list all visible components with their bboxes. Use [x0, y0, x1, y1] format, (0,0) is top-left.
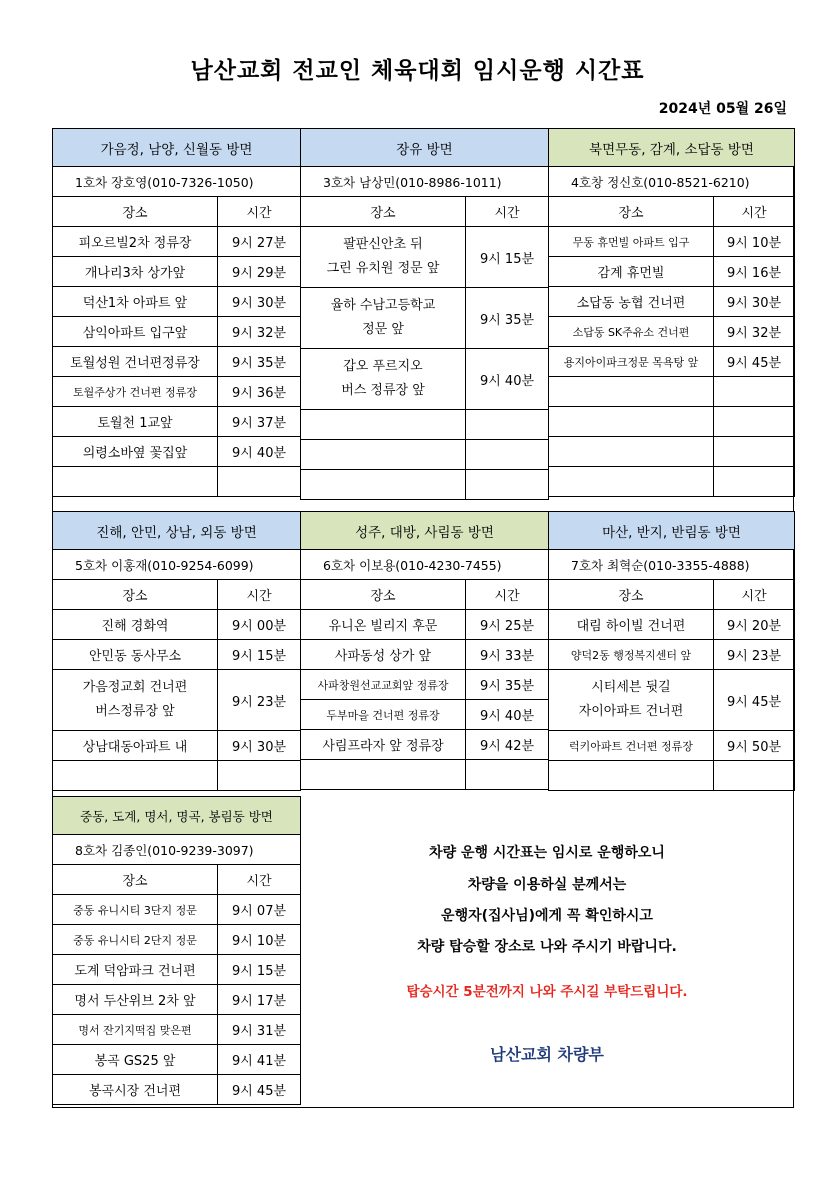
stop-place: 율하 수남고등학교 정문 앞 — [301, 288, 466, 349]
place-header: 장소 — [53, 580, 218, 610]
stop-time: 9시 15분 — [218, 955, 301, 985]
time-header: 시간 — [466, 580, 549, 610]
stop-time: 9시 35분 — [466, 670, 549, 700]
stop-time: 9시 42분 — [466, 730, 549, 760]
table-row — [53, 1015, 301, 1045]
page-title: 남산교회 전교인 체육대회 임시운행 시간표 — [190, 58, 645, 84]
table-row-empty — [53, 761, 301, 791]
table-row — [301, 670, 549, 700]
stop-place: 대림 하이빌 건너편 — [549, 610, 714, 640]
time-header: 시간 — [714, 580, 795, 610]
stop-place: 갑오 푸르지오 버스 정류장 앞 — [301, 349, 466, 410]
table-row — [53, 955, 301, 985]
stop-time: 9시 37분 — [218, 407, 301, 437]
stop-time: 9시 23분 — [218, 670, 301, 731]
table-row — [53, 377, 301, 407]
stop-time: 9시 31분 — [218, 1015, 301, 1045]
bus1-driver: 1호차 장호영(010-7326-1050) — [53, 167, 301, 197]
bus3-table — [300, 128, 549, 500]
stop-time: 9시 50분 — [714, 731, 795, 761]
bus8-table — [52, 796, 301, 1105]
stop-time: 9시 15분 — [466, 227, 549, 288]
stop-place: 삼익아파트 입구앞 — [53, 317, 218, 347]
place-header: 장소 — [301, 580, 466, 610]
bus7-driver: 7호차 최혁순(010-3355-4888) — [549, 550, 795, 580]
stop-place: 상남대동아파트 내 — [53, 731, 218, 761]
table-row — [53, 925, 301, 955]
stop-place: 유니온 빌리지 후문 — [301, 610, 466, 640]
stop-place: 중동 유니시티 3단지 정문 — [53, 895, 218, 925]
stop-time: 9시 40분 — [218, 437, 301, 467]
table-row — [549, 287, 795, 317]
table-row — [549, 640, 795, 670]
stop-place: 덕산1차 아파트 앞 — [53, 287, 218, 317]
stop-time: 9시 40분 — [466, 700, 549, 730]
stop-time: 9시 35분 — [466, 288, 549, 349]
table-row — [53, 437, 301, 467]
stop-time: 9시 45분 — [218, 1075, 301, 1105]
notice-signature: 남산교회 차량부 — [490, 1045, 604, 1064]
stop-place: 사파동성 상가 앞 — [301, 640, 466, 670]
stop-place: 토월주상가 건너편 정류장 — [53, 377, 218, 407]
stop-place: 토월천 1교앞 — [53, 407, 218, 437]
stop-place: 팔판신안초 뒤 그린 유치원 정문 앞 — [301, 227, 466, 288]
time-header: 시간 — [218, 865, 301, 895]
stop-time: 9시 41분 — [218, 1045, 301, 1075]
notice-line-1: 차량 운행 시간표는 임시로 운행하오니 — [429, 845, 665, 861]
table-row-empty — [549, 761, 795, 791]
stop-time: 9시 23분 — [714, 640, 795, 670]
place-header: 장소 — [53, 197, 218, 227]
table-row — [53, 227, 301, 257]
table-row-empty — [549, 467, 795, 497]
bus6-table — [300, 511, 549, 790]
table-row-empty — [301, 410, 549, 440]
bus8-route: 중동, 도계, 명서, 명곡, 봉림동 방면 — [53, 797, 301, 835]
time-header: 시간 — [218, 580, 301, 610]
table-row — [53, 731, 301, 761]
table-row — [53, 895, 301, 925]
stop-place: 소답동 농협 건너편 — [549, 287, 714, 317]
stop-place: 소답동 SK주유소 건너편 — [549, 317, 714, 347]
time-header: 시간 — [218, 197, 301, 227]
notice-line-4: 차량 탑승할 장소로 나와 주시기 바랍니다. — [417, 939, 677, 955]
stop-time: 9시 45분 — [714, 670, 795, 731]
stop-place: 진해 경화역 — [53, 610, 218, 640]
bus1-route: 가음정, 남양, 신월동 방면 — [53, 129, 301, 167]
stop-place: 가음정교회 건너편 버스정류장 앞 — [53, 670, 218, 731]
place-header: 장소 — [53, 865, 218, 895]
stop-time: 9시 17분 — [218, 985, 301, 1015]
stop-place: 의령소바옆 꽃집앞 — [53, 437, 218, 467]
bus1-table — [52, 128, 301, 497]
stop-time: 9시 45분 — [714, 347, 795, 377]
bus7-route: 마산, 반지, 반림동 방면 — [549, 512, 795, 550]
stop-time: 9시 15분 — [218, 640, 301, 670]
stop-time: 9시 33분 — [466, 640, 549, 670]
stop-place: 사림프라자 앞 정류장 — [301, 730, 466, 760]
table-row — [53, 1075, 301, 1105]
stop-place: 안민동 동사무소 — [53, 640, 218, 670]
stop-time: 9시 40분 — [466, 349, 549, 410]
table-row — [53, 407, 301, 437]
bus8-driver: 8호차 김종인(010-9239-3097) — [53, 835, 301, 865]
bus4-route: 북면무동, 감계, 소답동 방면 — [549, 129, 795, 167]
stop-time: 9시 30분 — [218, 731, 301, 761]
table-row — [301, 700, 549, 730]
stop-place: 봉곡시장 건너편 — [53, 1075, 218, 1105]
stop-place: 두부마을 건너편 정류장 — [301, 700, 466, 730]
stop-time: 9시 36분 — [218, 377, 301, 407]
schedule-date: 2024년 05월 26일 — [658, 101, 787, 117]
stop-place: 피오르빌2차 정류장 — [53, 227, 218, 257]
bus4-driver: 4호창 정신호(010-8521-6210) — [549, 167, 795, 197]
bus3-driver: 3호차 남상민(010-8986-1011) — [301, 167, 549, 197]
stop-place: 무동 휴먼빌 아파트 입구 — [549, 227, 714, 257]
stop-time: 9시 30분 — [714, 287, 795, 317]
stop-time: 9시 00분 — [218, 610, 301, 640]
table-row — [53, 610, 301, 640]
place-header: 장소 — [549, 580, 714, 610]
stop-place: 용지아이파크정문 목욕탕 앞 — [549, 347, 714, 377]
bus7-table — [548, 511, 795, 791]
notice-line-3: 운행자(집사님)에게 꼭 확인하시고 — [441, 908, 653, 924]
stop-time: 9시 20분 — [714, 610, 795, 640]
bus5-table — [52, 511, 301, 791]
stop-place: 럭키아파트 건너편 정류장 — [549, 731, 714, 761]
bus5-driver: 5호차 이홍재(010-9254-6099) — [53, 550, 301, 580]
table-row — [301, 640, 549, 670]
table-row — [53, 347, 301, 377]
table-row — [301, 610, 549, 640]
stop-time: 9시 16분 — [714, 257, 795, 287]
table-row — [301, 730, 549, 760]
table-row-empty — [549, 407, 795, 437]
stop-place: 중동 유니시티 2단지 정문 — [53, 925, 218, 955]
stop-place: 양덕2동 행정복지센터 앞 — [549, 640, 714, 670]
table-row-empty — [549, 437, 795, 467]
stop-place: 개나리3차 상가앞 — [53, 257, 218, 287]
stop-time: 9시 10분 — [218, 925, 301, 955]
stop-place: 명서 두산위브 2차 앞 — [53, 985, 218, 1015]
stop-time: 9시 29분 — [218, 257, 301, 287]
stop-time: 9시 32분 — [714, 317, 795, 347]
stop-place: 도계 덕암파크 건너편 — [53, 955, 218, 985]
table-row-empty — [301, 440, 549, 470]
stop-place: 토월성원 건너편정류장 — [53, 347, 218, 377]
bus4-table — [548, 128, 795, 497]
table-row — [549, 610, 795, 640]
bus6-route: 성주, 대방, 사림동 방면 — [301, 512, 549, 550]
stop-place: 사파창원선교교회앞 정류장 — [301, 670, 466, 700]
table-row — [53, 1045, 301, 1075]
bus5-route: 진해, 안민, 상남, 외동 방면 — [53, 512, 301, 550]
time-header: 시간 — [714, 197, 795, 227]
table-row — [53, 287, 301, 317]
stop-time: 9시 32분 — [218, 317, 301, 347]
table-row — [53, 640, 301, 670]
table-row — [549, 317, 795, 347]
notice-line-2: 차량을 이용하실 분께서는 — [467, 877, 627, 893]
place-header: 장소 — [549, 197, 714, 227]
stop-time: 9시 27분 — [218, 227, 301, 257]
stop-place: 감계 휴먼빌 — [549, 257, 714, 287]
bus3-route: 장유 방면 — [301, 129, 549, 167]
table-row — [53, 985, 301, 1015]
place-header: 장소 — [301, 197, 466, 227]
table-row-empty — [301, 760, 549, 790]
table-row — [549, 227, 795, 257]
stop-time: 9시 30분 — [218, 287, 301, 317]
notice-warning: 탑승시간 5분전까지 나와 주시길 부탁드립니다. — [406, 984, 688, 1000]
table-row — [549, 257, 795, 287]
bus6-driver: 6호차 이보용(010-4230-7455) — [301, 550, 549, 580]
table-row — [53, 257, 301, 287]
stop-time: 9시 25분 — [466, 610, 549, 640]
stop-time: 9시 35분 — [218, 347, 301, 377]
stop-place: 봉곡 GS25 앞 — [53, 1045, 218, 1075]
stop-place: 명서 잔기지떡집 맞은편 — [53, 1015, 218, 1045]
stop-time: 9시 10분 — [714, 227, 795, 257]
stop-place: 시티세븐 뒷길 자이아파트 건너편 — [549, 670, 714, 731]
table-row — [549, 731, 795, 761]
table-row-empty — [549, 377, 795, 407]
table-row-empty — [53, 467, 301, 497]
time-header: 시간 — [466, 197, 549, 227]
table-row — [53, 317, 301, 347]
notice-box — [300, 796, 794, 1108]
stop-time: 9시 07분 — [218, 895, 301, 925]
table-row-empty — [301, 470, 549, 500]
table-row — [549, 347, 795, 377]
